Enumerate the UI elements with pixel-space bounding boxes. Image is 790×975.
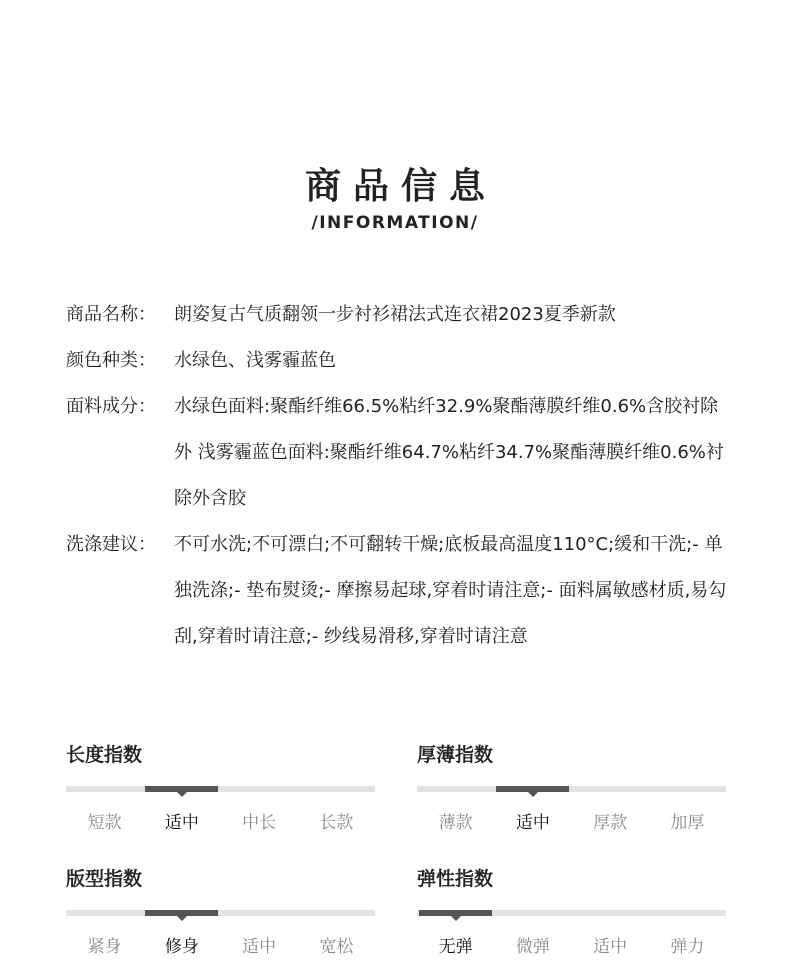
index-track [66,910,375,916]
info-label: 洗涤建议： [66,534,156,555]
index-option: 无弹 [438,937,473,957]
index-option: 中长 [242,813,277,833]
index-marker [419,910,492,916]
index-option: 弹力 [670,937,705,957]
index-option: 短款 [87,813,122,833]
section-title: 商品信息 [304,166,497,207]
info-row-care [66,522,736,660]
index-marker [145,786,218,792]
index-track [417,910,726,916]
index-marker [496,786,569,792]
index-option: 适中 [164,813,199,833]
info-label: 颜色种类： [66,350,156,371]
elasticity-index [417,864,726,957]
length-index [66,740,375,833]
index-option: 适中 [515,813,550,833]
info-value: 不可水洗;不可漂白;不可翻转干燥;底板最高温度110°C;缓和干洗;- 单独洗涤;- 垫布熨烫;- 摩擦易起球,穿着时请注意;- 面料属敏感材质,易勾刮,穿着时请注意;- 纱线易滑移,穿着时请注意 [174,534,727,647]
index-option: 加厚 [670,813,705,833]
info-list [66,292,736,660]
index-option: 长款 [319,813,354,833]
info-row-color [66,338,736,384]
section-subtitle: /INFORMATION/ [311,213,479,233]
index-option: 宽松 [319,937,354,957]
thickness-index [417,740,726,833]
info-value: 朗姿复古气质翻领一步衬衫裙法式连衣裙2023夏季新款 [174,304,616,325]
info-row-fabric [66,384,736,522]
index-option: 厚款 [593,813,628,833]
info-row-name [66,292,736,338]
index-option: 微弹 [515,937,550,957]
index-title: 长度指数 [66,744,143,766]
index-option: 紧身 [87,937,122,957]
info-label: 商品名称： [66,304,156,325]
index-title: 版型指数 [66,868,143,890]
info-value: 水绿色、浅雾霾蓝色 [174,350,336,371]
index-marker [145,910,218,916]
index-option: 适中 [593,937,628,957]
index-title: 厚薄指数 [417,744,494,766]
index-option: 薄款 [438,813,473,833]
info-label: 面料成分： [66,396,156,417]
index-option: 适中 [242,937,277,957]
fit-index [66,864,375,957]
info-value: 水绿色面料:聚酯纤维66.5%粘纤32.9%聚酯薄膜纤维0.6%含胶衬除外 浅雾霾蓝色面料:聚酯纤维64.7%粘纤34.7%聚酯薄膜纤维0.6%衬除外含胶 [174,396,724,509]
index-option: 修身 [164,937,199,957]
index-title: 弹性指数 [417,868,494,890]
index-track [66,786,375,792]
index-track [417,786,726,792]
